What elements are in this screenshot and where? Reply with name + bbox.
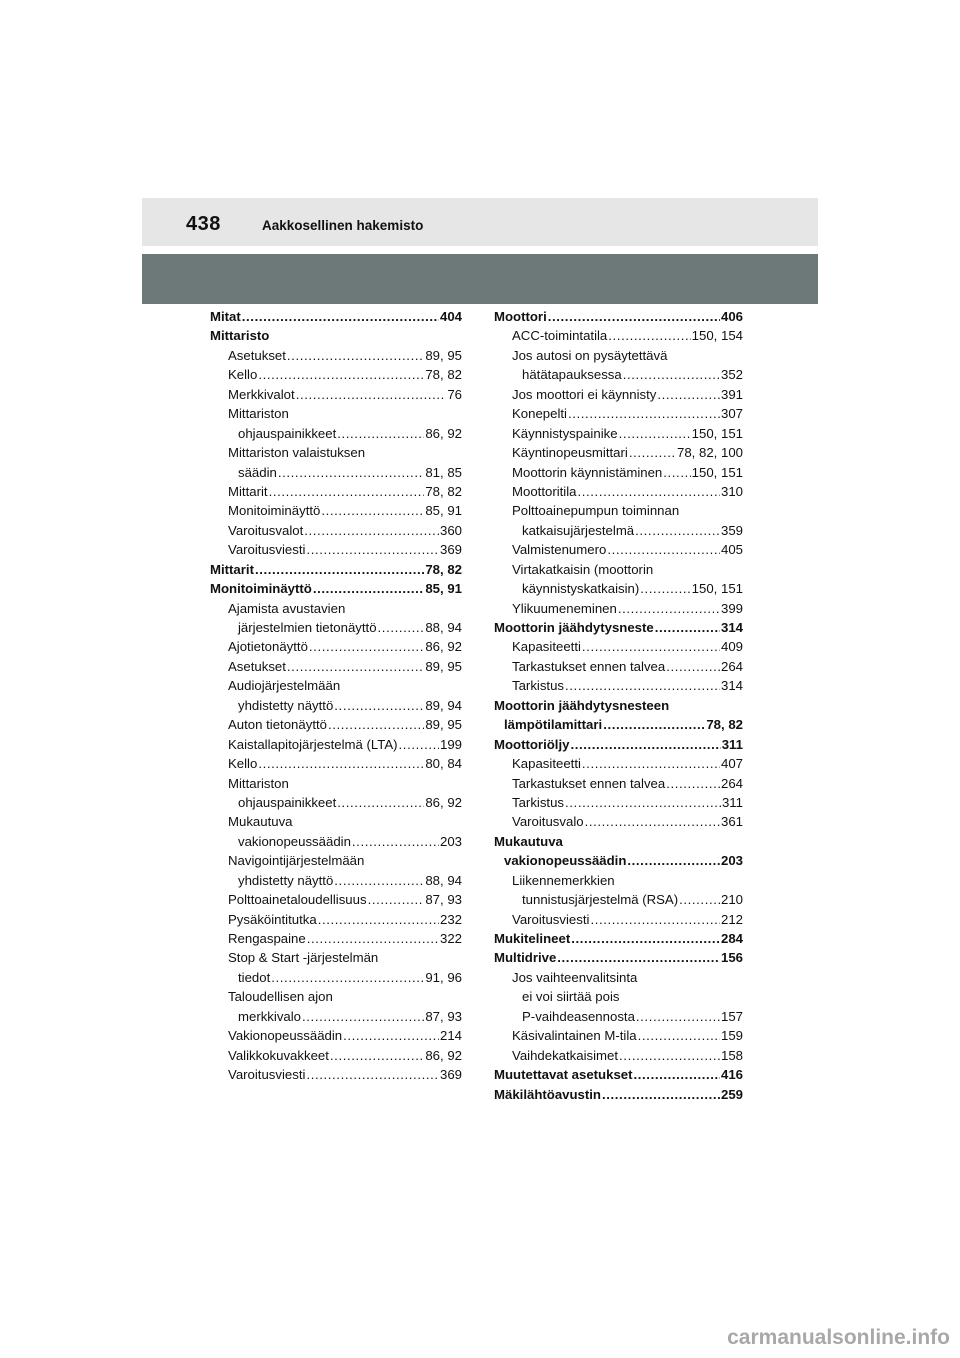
index-term: ohjauspainikkeet <box>238 794 337 810</box>
index-term: Polttoainetaloudellisuus <box>228 892 367 908</box>
index-term: Monitoiminäyttö <box>210 581 312 597</box>
page-reference: 284 <box>720 931 743 946</box>
dot-leader <box>635 521 720 540</box>
index-term: Multidrive <box>494 950 557 966</box>
index-term: säädin <box>238 464 277 480</box>
page-reference: 232 <box>439 911 462 927</box>
index-entry <box>494 560 743 579</box>
index-term: Kapasiteetti <box>512 756 581 772</box>
dot-leader <box>307 929 439 948</box>
dot-leader <box>655 618 720 637</box>
index-term: lämpötilamittari <box>504 717 603 733</box>
dot-leader <box>640 579 690 598</box>
dot-leader <box>627 851 720 870</box>
index-entry <box>494 463 743 482</box>
dot-leader <box>565 793 721 812</box>
index-entry <box>494 1007 743 1026</box>
dot-leader <box>638 1026 720 1045</box>
page-reference: 314 <box>720 620 743 635</box>
index-entry <box>210 696 462 715</box>
index-term: Moottorin käynnistäminen <box>512 464 663 480</box>
index-term: yhdistetty näyttö <box>238 697 334 713</box>
dot-leader <box>585 812 720 831</box>
index-term: Mittarit <box>210 561 254 577</box>
index-term: Audiojärjestelmään <box>228 678 341 694</box>
index-entry <box>494 346 743 365</box>
index-entry <box>494 540 743 559</box>
index-term: Tarkistus <box>512 794 565 810</box>
page-reference: 264 <box>720 775 743 791</box>
dot-leader <box>634 1065 720 1084</box>
index-term: Mukautuva <box>228 814 293 830</box>
index-term: Jos vaihteenvalitsinta <box>512 969 638 985</box>
page-reference: 89, 95 <box>425 717 462 733</box>
index-term: Moottorin jäähdytysneste <box>494 620 654 635</box>
index-entry <box>210 501 462 520</box>
index-term: Mukautuva <box>494 833 563 849</box>
index-term: Pysäköintitutka <box>228 911 317 927</box>
index-entry <box>210 735 462 754</box>
dot-leader <box>578 482 720 501</box>
index-entry <box>210 365 462 384</box>
page-reference: 404 <box>439 309 462 324</box>
page-reference: 311 <box>721 736 743 752</box>
index-entry <box>494 404 743 423</box>
page-reference: 76 <box>447 386 462 402</box>
index-term: Mitat <box>210 309 241 324</box>
index-term: vakionopeussäädin <box>238 833 351 849</box>
header-band <box>142 198 818 246</box>
index-term: Asetukset <box>228 658 286 674</box>
index-entry <box>494 1046 743 1065</box>
page-reference: 78, 82 <box>425 561 462 577</box>
page-reference: 78, 82 <box>425 483 462 499</box>
dot-leader <box>258 754 424 773</box>
dot-leader <box>304 521 439 540</box>
index-entry <box>210 346 462 365</box>
page-reference: 352 <box>720 367 743 383</box>
dot-leader <box>334 871 424 890</box>
dot-leader <box>302 1007 424 1026</box>
dot-leader <box>603 715 705 734</box>
index-entry <box>210 1007 462 1026</box>
page-reference: 89, 94 <box>425 697 462 713</box>
index-entry <box>494 715 743 734</box>
index-entry <box>494 890 743 909</box>
page-reference: 203 <box>439 833 462 849</box>
index-entry <box>494 599 743 618</box>
dot-leader <box>582 754 720 773</box>
dot-leader <box>607 540 720 559</box>
watermark: carmanualsonline.info <box>727 1326 950 1349</box>
index-term: Varoitusvalo <box>512 814 584 830</box>
index-entry <box>210 929 462 948</box>
page-reference: 311 <box>721 794 743 810</box>
index-entry <box>494 968 743 987</box>
page-reference: 259 <box>720 1086 743 1102</box>
page-reference: 399 <box>720 600 743 616</box>
index-term: Käynnistyspainike <box>512 425 618 441</box>
dot-leader <box>242 307 439 326</box>
dot-leader <box>548 307 720 326</box>
index-term: katkaisujärjestelmä <box>522 522 635 538</box>
page-reference: 80, 84 <box>425 756 462 772</box>
dot-leader <box>334 696 424 715</box>
dot-leader <box>618 599 720 618</box>
index-term: Mäkilähtöavustin <box>494 1086 601 1102</box>
index-term: Navigointijärjestelmään <box>228 853 365 869</box>
page-reference: 91, 96 <box>425 969 462 985</box>
index-term: Mittariston <box>228 775 289 791</box>
index-term: yhdistetty näyttö <box>238 872 334 888</box>
index-entry <box>210 968 462 987</box>
index-entry <box>494 910 743 929</box>
page-reference: 86, 92 <box>425 794 462 810</box>
index-term: Kapasiteetti <box>512 639 581 655</box>
chapter-band <box>142 254 818 304</box>
index-entry <box>494 443 743 462</box>
index-entry <box>210 754 462 773</box>
index-entry <box>210 1026 462 1045</box>
index-entry <box>210 987 462 1006</box>
index-entry <box>494 579 743 598</box>
index-entry <box>210 560 462 579</box>
index-term: Mittarit <box>228 483 268 499</box>
page-reference: 158 <box>720 1047 743 1063</box>
index-entry <box>494 657 743 676</box>
dot-leader <box>565 676 720 695</box>
page-reference: 322 <box>439 931 462 946</box>
index-term: Tarkastukset ennen talvea <box>512 775 666 791</box>
dot-leader <box>368 890 425 909</box>
index-term: Vaihdekatkaisimet <box>512 1047 619 1063</box>
index-entry <box>210 599 462 618</box>
index-entry <box>210 676 462 695</box>
index-entry <box>494 1085 743 1104</box>
page-reference: 78, 82 <box>706 717 743 733</box>
index-entry <box>494 871 743 890</box>
dot-leader <box>666 774 720 793</box>
index-entry <box>494 754 743 773</box>
index-entry <box>494 929 743 948</box>
page-reference: 214 <box>439 1028 462 1044</box>
page-reference: 369 <box>439 1067 462 1083</box>
index-entry <box>494 774 743 793</box>
index-term: tiedot <box>238 969 271 985</box>
index-entry <box>210 463 462 482</box>
index-term: Kello <box>228 756 258 772</box>
index-term: Mukitelineet <box>494 931 571 946</box>
page-reference: 405 <box>720 542 743 558</box>
index-term: Moottoriöljy <box>494 736 570 752</box>
page-reference: 85, 91 <box>425 581 462 597</box>
dot-leader <box>571 929 720 948</box>
page-reference: 78, 82, 100 <box>677 445 743 461</box>
index-column-right <box>494 307 743 1104</box>
dot-leader <box>337 793 424 812</box>
page-reference: 150, 151 <box>691 464 743 480</box>
index-term: Virtakatkaisin (moottorin <box>512 561 654 577</box>
page-reference: 203 <box>720 853 743 869</box>
index-term: Polttoainepumpun toiminnan <box>512 503 680 519</box>
page-reference: 391 <box>720 386 743 402</box>
section-title: Aakkosellinen hakemisto <box>262 218 424 233</box>
index-entry <box>210 715 462 734</box>
dot-leader <box>271 968 424 987</box>
page-reference: 150, 154 <box>691 328 743 344</box>
index-entry <box>210 871 462 890</box>
index-entry <box>210 793 462 812</box>
dot-leader <box>278 463 424 482</box>
page-reference: 86, 92 <box>425 425 462 441</box>
dot-leader <box>663 463 690 482</box>
index-term: Varoitusviesti <box>228 1067 306 1083</box>
page-reference: 88, 94 <box>425 872 462 888</box>
index-entry <box>210 579 462 598</box>
index-term: Konepelti <box>512 406 567 422</box>
dot-leader <box>306 1065 439 1084</box>
index-term: ei voi siirtää pois <box>522 989 620 1005</box>
dot-leader <box>321 501 424 520</box>
index-entry <box>210 521 462 540</box>
page-reference: 314 <box>720 678 743 694</box>
page-number: 438 <box>186 213 221 235</box>
dot-leader <box>313 579 425 598</box>
dot-leader <box>619 1046 720 1065</box>
index-term: Merkkivalot <box>228 386 295 402</box>
index-entry <box>210 618 462 637</box>
index-entry <box>210 424 462 443</box>
index-term: Ajamista avustavien <box>228 600 346 616</box>
index-term: Moottorin jäähdytysnesteen <box>494 697 670 713</box>
index-entry <box>210 832 462 851</box>
page-reference: 359 <box>720 522 743 538</box>
page-reference: 416 <box>720 1067 743 1083</box>
dot-leader <box>287 346 424 365</box>
dot-leader <box>330 1046 424 1065</box>
index-entry <box>494 307 743 326</box>
index-term: Monitoiminäyttö <box>228 503 321 519</box>
page-reference: 150, 151 <box>691 425 743 441</box>
page-reference: 85, 91 <box>425 503 462 519</box>
index-entry <box>210 948 462 967</box>
page-reference: 150, 151 <box>691 581 743 597</box>
dot-leader <box>269 482 425 501</box>
index-entry <box>494 832 743 851</box>
dot-leader <box>378 618 425 637</box>
page-reference: 369 <box>439 542 462 558</box>
index-term: Käyntinopeusmittari <box>512 445 628 461</box>
index-entry <box>210 774 462 793</box>
page-reference: 406 <box>720 309 743 324</box>
index-entry <box>494 424 743 443</box>
index-term: Auton tietonäyttö <box>228 717 327 733</box>
page-reference: 407 <box>720 756 743 772</box>
dot-leader <box>296 385 447 404</box>
index-entry <box>494 812 743 831</box>
index-term: Valmistenumero <box>512 542 607 558</box>
index-entry <box>494 637 743 656</box>
page-reference: 81, 85 <box>425 464 462 480</box>
dot-leader <box>623 365 720 384</box>
dot-leader <box>557 948 720 967</box>
dot-leader <box>352 832 439 851</box>
index-term: Varoitusviesti <box>228 542 306 558</box>
page-reference: 264 <box>720 658 743 674</box>
page-reference: 78, 82 <box>425 367 462 383</box>
dot-leader <box>590 910 720 929</box>
index-entry <box>210 443 462 462</box>
dot-leader <box>258 365 424 384</box>
dot-leader <box>679 890 720 909</box>
page-reference: 156 <box>720 950 743 966</box>
page-reference: 88, 94 <box>425 620 462 635</box>
dot-leader <box>636 1007 720 1026</box>
index-term: Tarkistus <box>512 678 565 694</box>
index-entry <box>210 307 462 326</box>
index-term: järjestelmien tietonäyttö <box>238 620 377 635</box>
index-entry <box>494 385 743 404</box>
index-term: vakionopeussäädin <box>504 853 627 869</box>
page-reference: 89, 95 <box>425 658 462 674</box>
page-reference: 159 <box>720 1028 743 1044</box>
dot-leader <box>657 385 720 404</box>
index-entry <box>494 521 743 540</box>
page-reference: 360 <box>439 522 462 538</box>
index-term: ohjauspainikkeet <box>238 425 337 441</box>
index-entry <box>494 482 743 501</box>
index-entry <box>210 404 462 423</box>
index-entry <box>494 987 743 1006</box>
index-entry <box>210 637 462 656</box>
dot-leader <box>255 560 424 579</box>
index-term: Moottoritila <box>512 483 577 499</box>
index-term: tunnistusjärjestelmä (RSA) <box>522 892 679 908</box>
page-reference: 409 <box>720 639 743 655</box>
dot-leader <box>570 735 720 754</box>
index-term: ACC-toimintatila <box>512 328 608 344</box>
dot-leader <box>343 1026 439 1045</box>
page-reference: 86, 92 <box>425 1047 462 1063</box>
page-reference: 157 <box>720 1008 743 1024</box>
dot-leader <box>666 657 720 676</box>
index-entry <box>494 735 743 754</box>
page-reference: 361 <box>720 814 743 830</box>
index-term: Rengaspaine <box>228 931 306 946</box>
index-entry <box>210 326 462 345</box>
index-term: Taloudellisen ajon <box>228 989 333 1005</box>
index-term: Kaistallapitojärjestelmä (LTA) <box>228 736 398 752</box>
index-entry <box>494 365 743 384</box>
index-term: Mittaristo <box>210 328 270 344</box>
index-entry <box>210 385 462 404</box>
index-entry <box>210 482 462 501</box>
dot-leader <box>287 657 424 676</box>
index-term: Kello <box>228 367 258 383</box>
dot-leader <box>602 1085 720 1104</box>
index-term: Käsivalintainen M-tila <box>512 1028 637 1044</box>
page-reference: 199 <box>439 736 462 752</box>
index-entry <box>494 618 743 637</box>
page-reference: 87, 93 <box>425 892 462 908</box>
index-entry <box>210 657 462 676</box>
index-entry <box>494 326 743 345</box>
index-term: Tarkastukset ennen talvea <box>512 658 666 674</box>
index-entry <box>210 1046 462 1065</box>
dot-leader <box>619 424 691 443</box>
index-term: merkkivalo <box>238 1008 302 1024</box>
index-term: hätätapauksessa <box>522 367 622 383</box>
page-reference: 86, 92 <box>425 639 462 655</box>
index-term: Liikennemerkkien <box>512 872 615 888</box>
page-reference: 210 <box>720 892 743 908</box>
index-entry <box>210 910 462 929</box>
page-reference: 307 <box>720 406 743 422</box>
dot-leader <box>306 540 439 559</box>
dot-leader <box>608 326 690 345</box>
index-entry <box>210 1065 462 1084</box>
index-term: Asetukset <box>228 347 286 363</box>
page-reference: 310 <box>720 483 743 499</box>
index-entry <box>494 696 743 715</box>
page-reference: 87, 93 <box>425 1008 462 1024</box>
index-entry <box>210 540 462 559</box>
page-reference: 89, 95 <box>425 347 462 363</box>
index-entry <box>494 948 743 967</box>
dot-leader <box>328 715 424 734</box>
index-term: käynnistyskatkaisin) <box>522 581 640 597</box>
index-term: Stop & Start -järjestelmän <box>228 950 379 966</box>
dot-leader <box>337 424 424 443</box>
index-term: Varoitusviesti <box>512 911 590 927</box>
index-entry <box>494 793 743 812</box>
index-term: P-vaihdeasennosta <box>522 1008 635 1024</box>
index-entry <box>210 812 462 831</box>
index-entry <box>210 890 462 909</box>
index-term: Ylikuumeneminen <box>512 600 617 616</box>
dot-leader <box>582 637 720 656</box>
dot-leader <box>309 637 424 656</box>
index-term: Jos moottori ei käynnisty <box>512 386 657 402</box>
index-term: Jos autosi on pysäytettävä <box>512 347 668 363</box>
index-term: Varoitusvalot <box>228 522 304 538</box>
index-term: Mittariston valaistuksen <box>228 445 366 461</box>
index-term: Muutettavat asetukset <box>494 1067 633 1083</box>
index-term: Vakionopeussäädin <box>228 1028 343 1044</box>
dot-leader <box>399 735 439 754</box>
index-entry <box>494 501 743 520</box>
index-term: Moottori <box>494 309 547 324</box>
dot-leader <box>629 443 676 462</box>
index-entry <box>210 851 462 870</box>
dot-leader <box>318 910 439 929</box>
index-column-left <box>210 307 462 1085</box>
dot-leader <box>568 404 720 423</box>
index-term: Valikkokuvakkeet <box>228 1047 329 1063</box>
index-entry <box>494 1026 743 1045</box>
index-term: Mittariston <box>228 406 289 422</box>
index-entry <box>494 851 743 870</box>
index-entry <box>494 1065 743 1084</box>
index-term: Ajotietonäyttö <box>228 639 308 655</box>
page-reference: 212 <box>720 911 743 927</box>
index-entry <box>494 676 743 695</box>
